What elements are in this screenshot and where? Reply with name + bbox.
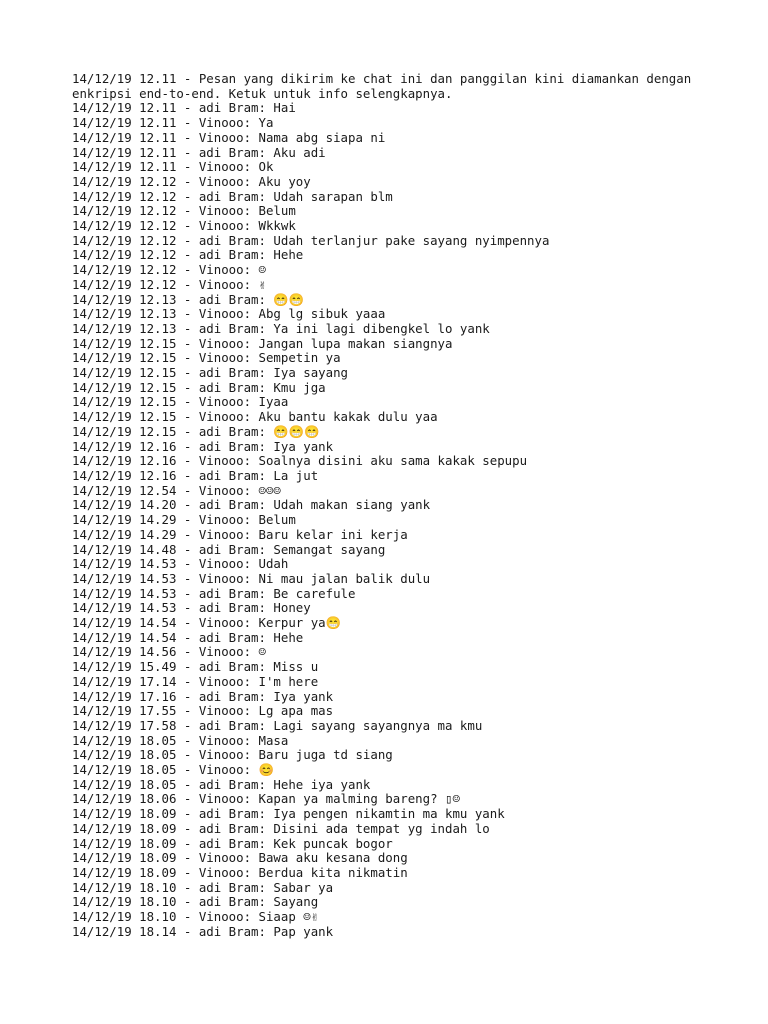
chat-log-line: 14/12/19 12.16 - Vinooo: Soalnya disini aku sama kakak sepupu [72,453,528,469]
chat-log-line: 14/12/19 12.12 - Vinooo: Belum [72,203,296,219]
chat-log-line: 14/12/19 14.54 - adi Bram: Hehe [72,629,304,645]
chat-log-line: 14/12/19 12.12 - adi Bram: Udah terlanjur pake sayang nyimpennya [72,232,550,248]
chat-log-line: 14/12/19 12.13 - adi Bram: 😁😁 [72,291,305,307]
chat-log-line: 14/12/19 12.12 - adi Bram: Udah sarapan blm [72,188,393,204]
chat-log-line: 14/12/19 18.10 - adi Bram: Sayang [72,894,319,910]
chat-log-line: 14/12/19 14.29 - Vinooo: Belum [72,512,296,528]
chat-log-line: 14/12/19 12.15 - Vinooo: Sempetin ya [72,350,341,366]
chat-log-text [72,72,728,939]
chat-log-line: 14/12/19 12.12 - Vinooo: Aku yoy [72,173,311,189]
chat-log-line: 14/12/19 18.06 - Vinooo: Kapan ya malming bareng? ▯☺ [72,791,460,807]
chat-log-line: 14/12/19 12.13 - Vinooo: Abg lg sibuk yaaa [72,306,386,322]
chat-log-line: 14/12/19 17.14 - Vinooo: I'm here [72,673,319,689]
chat-log-line: 14/12/19 12.16 - adi Bram: Iya yank [72,438,334,454]
chat-log-line: 14/12/19 14.48 - adi Bram: Semangat sayang [72,541,386,557]
chat-log-line: 14/12/19 12.11 - Vinooo: Ya [72,115,274,131]
chat-log-line: 14/12/19 14.29 - Vinooo: Baru kelar ini kerja [72,526,408,542]
chat-log-line: 14/12/19 18.05 - Vinooo: Masa [72,732,289,748]
chat-log-line: 14/12/19 12.54 - Vinooo: ☺☺☺ [72,482,281,498]
chat-log-line: 14/12/19 12.15 - Vinooo: Jangan lupa makan siangnya [72,335,453,351]
chat-log-line: 14/12/19 18.09 - adi Bram: Disini ada tempat yg indah lo [72,820,490,836]
chat-log-line: 14/12/19 18.05 - Vinooo: Baru juga td siang [72,747,393,763]
chat-log-line: 14/12/19 14.53 - adi Bram: Honey [72,600,311,616]
chat-log-line: 14/12/19 14.56 - Vinooo: ☺ [72,644,266,660]
chat-log-line: 14/12/19 18.09 - adi Bram: Iya pengen nikamtin ma kmu yank [72,806,505,822]
chat-log-line: 14/12/19 12.12 - Vinooo: ✌ [72,276,266,292]
chat-log-line: 14/12/19 12.12 - Vinooo: Wkkwk [72,218,296,234]
chat-log-line: 14/12/19 17.58 - adi Bram: Lagi sayang sayangnya ma kmu [72,717,483,733]
chat-log-line: 14/12/19 14.20 - adi Bram: Udah makan siang yank [72,497,431,513]
chat-log-line: 14/12/19 14.53 - Vinooo: Udah [72,556,289,572]
chat-log-line: 14/12/19 12.15 - Vinooo: Iyaa [72,394,289,410]
chat-log-line: 14/12/19 12.12 - adi Bram: Hehe [72,247,304,263]
chat-log-line: 14/12/19 12.16 - adi Bram: La jut [72,467,319,483]
chat-log-line: 14/12/19 12.11 - adi Bram: Aku adi [72,144,326,160]
chat-log-line: 14/12/19 12.15 - adi Bram: Kmu jga [72,379,326,395]
chat-log-line: 14/12/19 18.10 - adi Bram: Sabar ya [72,879,334,895]
chat-log-line: 14/12/19 12.11 - adi Bram: Hai [72,100,296,116]
chat-log-line: 14/12/19 17.55 - Vinooo: Lg apa mas [72,703,334,719]
chat-log-line: 14/12/19 18.09 - Vinooo: Berdua kita nikmatin [72,864,408,880]
chat-log-line: 14/12/19 18.09 - adi Bram: Kek puncak bogor [72,835,393,851]
chat-log-line: 14/12/19 17.16 - adi Bram: Iya yank [72,688,334,704]
chat-log-line: 14/12/19 15.49 - adi Bram: Miss u [72,659,319,675]
chat-log-line: 14/12/19 12.15 - adi Bram: Iya sayang [72,365,349,381]
chat-log-line: 14/12/19 18.14 - adi Bram: Pap yank [72,923,334,939]
chat-log-line: 14/12/19 14.53 - Vinooo: Ni mau jalan balik dulu [72,570,431,586]
chat-log-line: 14/12/19 12.11 - Pesan yang dikirim ke chat ini dan panggilan kini diamankan dengan enkripsi end-to-end. Ketuk untuk info selengkapnya. [72,71,699,101]
chat-log-line: 14/12/19 18.10 - Vinooo: Siaap ☺✌ [72,909,319,925]
chat-log-line: 14/12/19 14.53 - adi Bram: Be carefule [72,585,356,601]
chat-log-line: 14/12/19 12.11 - Vinooo: Nama abg siapa ni [72,129,386,145]
chat-log-line: 14/12/19 12.11 - Vinooo: Ok [72,159,274,175]
chat-log-line: 14/12/19 18.05 - Vinooo: 😊 [72,762,274,778]
chat-log-line: 14/12/19 12.15 - adi Bram: 😁😁😁 [72,423,320,439]
chat-log-line: 14/12/19 12.12 - Vinooo: ☺ [72,262,266,278]
chat-log-line: 14/12/19 14.54 - Vinooo: Kerpur ya😁 [72,615,342,631]
chat-log-line: 14/12/19 18.05 - adi Bram: Hehe iya yank [72,776,371,792]
chat-log-line: 14/12/19 18.09 - Vinooo: Bawa aku kesana dong [72,850,408,866]
chat-log-line: 14/12/19 12.13 - adi Bram: Ya ini lagi dibengkel lo yank [72,320,490,336]
chat-log-line: 14/12/19 12.15 - Vinooo: Aku bantu kakak dulu yaa [72,409,438,425]
